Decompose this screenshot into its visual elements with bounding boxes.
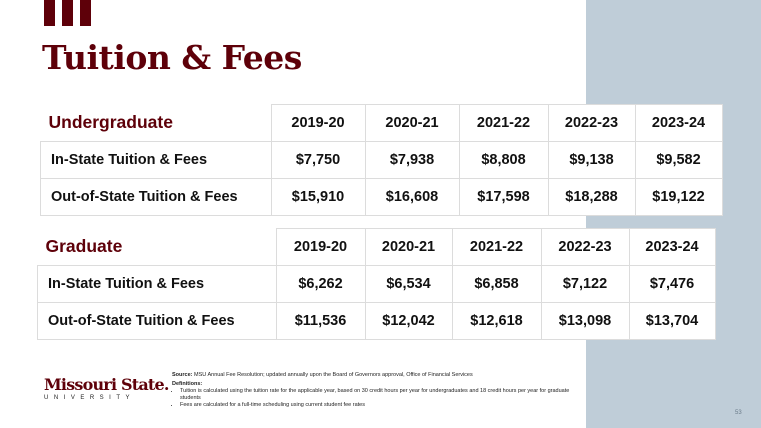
university-logo bbox=[44, 375, 169, 401]
table-header-row bbox=[38, 229, 716, 266]
table-cell: $9,138 bbox=[548, 142, 635, 179]
table-cell: $6,262 bbox=[276, 266, 365, 303]
table-cell: $16,608 bbox=[365, 179, 459, 216]
source-label: Source: bbox=[172, 372, 193, 378]
year-header: 2023-24 bbox=[629, 229, 715, 266]
row-label: In-State Tuition & Fees bbox=[38, 266, 277, 303]
table-cell: $7,122 bbox=[541, 266, 629, 303]
table-cell: $6,858 bbox=[452, 266, 541, 303]
year-header: 2021-22 bbox=[459, 105, 548, 142]
definition-item: • Tuition is calculated using the tuition rate for the applicable year, based on 30 credit hours per year for undergraduates and 18 credit hours per year for graduate students bbox=[180, 388, 572, 402]
table-row bbox=[38, 266, 716, 303]
graduate-table bbox=[37, 228, 716, 340]
table-row bbox=[38, 303, 716, 340]
year-header: 2020-21 bbox=[365, 105, 459, 142]
table-cell: $19,122 bbox=[635, 179, 722, 216]
definition-item: • Fees are calculated for a full-time scheduling using current student fee rates bbox=[180, 402, 572, 409]
table-row bbox=[41, 179, 723, 216]
year-header: 2023-24 bbox=[635, 105, 722, 142]
year-header: 2021-22 bbox=[452, 229, 541, 266]
logo-name: Missouri State. bbox=[44, 375, 169, 394]
year-header: 2022-23 bbox=[541, 229, 629, 266]
definitions-label: Definitions: bbox=[172, 381, 203, 387]
table-cell: $13,098 bbox=[541, 303, 629, 340]
row-label: In-State Tuition & Fees bbox=[41, 142, 272, 179]
page-number: 53 bbox=[735, 410, 742, 416]
source-notes bbox=[172, 372, 572, 409]
table-cell: $9,582 bbox=[635, 142, 722, 179]
source-text: MSU Annual Fee Resolution; updated annually upon the Board of Governors approval, Office of Financial Services bbox=[194, 372, 473, 378]
row-label: Out-of-State Tuition & Fees bbox=[41, 179, 272, 216]
table-row bbox=[41, 142, 723, 179]
table-cell: $11,536 bbox=[276, 303, 365, 340]
source-line bbox=[172, 372, 572, 379]
table-cell: $15,910 bbox=[271, 179, 365, 216]
undergraduate-table bbox=[40, 104, 723, 216]
table-cell: $7,938 bbox=[365, 142, 459, 179]
table-cell: $12,618 bbox=[452, 303, 541, 340]
brand-bars-icon bbox=[44, 0, 96, 26]
definitions-list bbox=[172, 388, 572, 409]
table-cell: $17,598 bbox=[459, 179, 548, 216]
section-label-undergraduate: Undergraduate bbox=[41, 105, 272, 142]
table-cell: $12,042 bbox=[365, 303, 452, 340]
table-cell: $18,288 bbox=[548, 179, 635, 216]
table-cell: $13,704 bbox=[629, 303, 715, 340]
section-label-graduate: Graduate bbox=[38, 229, 277, 266]
row-label: Out-of-State Tuition & Fees bbox=[38, 303, 277, 340]
logo-university: UNIVERSITY bbox=[44, 395, 136, 401]
year-header: 2019-20 bbox=[271, 105, 365, 142]
year-header: 2019-20 bbox=[276, 229, 365, 266]
table-cell: $6,534 bbox=[365, 266, 452, 303]
table-cell: $7,750 bbox=[271, 142, 365, 179]
table-cell: $7,476 bbox=[629, 266, 715, 303]
table-header-row bbox=[41, 105, 723, 142]
year-header: 2020-21 bbox=[365, 229, 452, 266]
table-cell: $8,808 bbox=[459, 142, 548, 179]
page-title: Tuition & Fees bbox=[42, 38, 302, 77]
year-header: 2022-23 bbox=[548, 105, 635, 142]
